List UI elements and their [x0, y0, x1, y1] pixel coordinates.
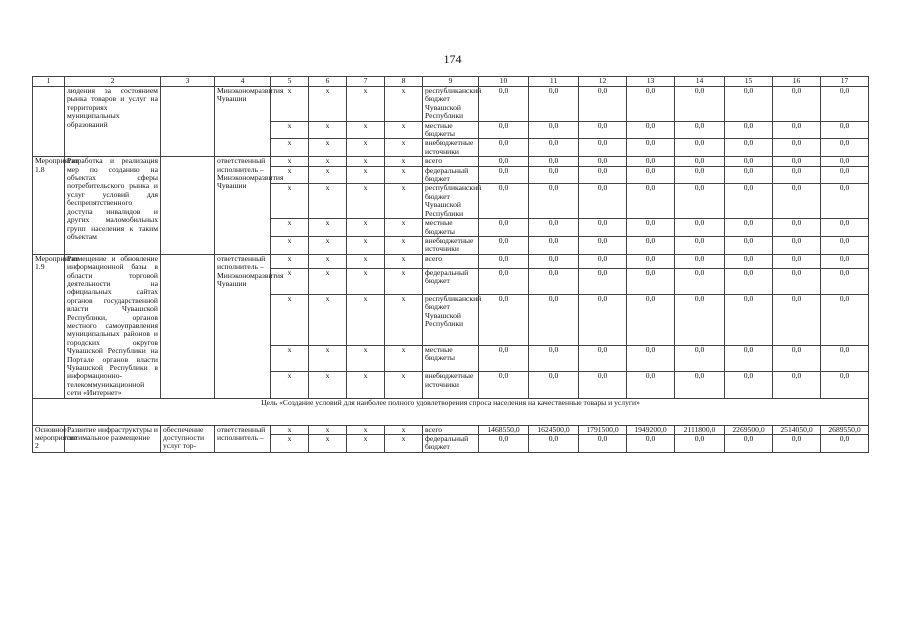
amount-cell: 0,0: [675, 346, 725, 372]
activity-executor: ответственный исполнитель – Минэкономразвития Чувашии: [215, 157, 271, 254]
amount-cell: 0,0: [529, 236, 579, 254]
budget-code-cell: x: [309, 166, 347, 184]
amount-cell: 0,0: [725, 87, 773, 122]
amount-cell: 2111800,0: [675, 425, 725, 434]
budget-code-cell: x: [385, 166, 423, 184]
amount-cell: 0,0: [725, 184, 773, 219]
amount-cell: 0,0: [529, 372, 579, 398]
amount-cell: 0,0: [821, 435, 869, 453]
amount-cell: 0,0: [675, 87, 725, 122]
amount-cell: 0,0: [821, 121, 869, 139]
amount-cell: 0,0: [773, 435, 821, 453]
budget-code-cell: x: [309, 87, 347, 122]
budget-code-cell: x: [385, 294, 423, 345]
budget-code-cell: x: [385, 121, 423, 139]
main-activity-number: Основное мероприятие 2: [33, 425, 65, 452]
budget-code-cell: x: [271, 425, 309, 434]
amount-cell: 0,0: [773, 157, 821, 166]
budget-code-cell: x: [309, 346, 347, 372]
amount-cell: 0,0: [675, 435, 725, 453]
amount-cell: 0,0: [529, 87, 579, 122]
amount-cell: 0,0: [579, 121, 627, 139]
amount-cell: 1624500,0: [529, 425, 579, 434]
amount-cell: 0,0: [479, 139, 529, 157]
amount-cell: 0,0: [579, 157, 627, 166]
budget-code-cell: x: [309, 254, 347, 268]
amount-cell: 0,0: [773, 236, 821, 254]
budget-code-cell: x: [347, 346, 385, 372]
budget-code-cell: x: [309, 294, 347, 345]
budget-code-cell: x: [309, 219, 347, 237]
amount-cell: 0,0: [579, 219, 627, 237]
amount-cell: 0,0: [479, 294, 529, 345]
funding-source: всего: [423, 425, 479, 434]
activity-executor: Минэкономразвития Чувашии: [215, 87, 271, 157]
amount-cell: 0,0: [627, 139, 675, 157]
column-number: 4: [215, 77, 271, 87]
budget-code-cell: x: [347, 87, 385, 122]
amount-cell: 0,0: [725, 236, 773, 254]
budget-code-cell: x: [309, 184, 347, 219]
budget-code-cell: x: [347, 139, 385, 157]
amount-cell: 0,0: [821, 254, 869, 268]
amount-cell: 0,0: [529, 139, 579, 157]
budget-code-cell: x: [271, 268, 309, 294]
column-number: 2: [65, 77, 161, 87]
budget-code-cell: x: [271, 87, 309, 122]
amount-cell: 0,0: [627, 219, 675, 237]
goal-heading: Цель «Создание условий для наиболее полного удовлетворения спроса населения на качественные товары и услуги»: [33, 398, 869, 425]
amount-cell: 0,0: [675, 236, 725, 254]
budget-code-cell: x: [385, 372, 423, 398]
amount-cell: 0,0: [675, 254, 725, 268]
budget-code-cell: x: [309, 157, 347, 166]
budget-code-cell: x: [271, 294, 309, 345]
amount-cell: 0,0: [725, 157, 773, 166]
column-number: 12: [579, 77, 627, 87]
budget-table: [32, 76, 869, 453]
budget-code-cell: x: [385, 87, 423, 122]
budget-code-cell: x: [385, 219, 423, 237]
amount-cell: 0,0: [479, 268, 529, 294]
amount-cell: 0,0: [675, 219, 725, 237]
amount-cell: 0,0: [627, 372, 675, 398]
amount-cell: 0,0: [675, 157, 725, 166]
budget-code-cell: x: [385, 157, 423, 166]
amount-cell: 0,0: [821, 166, 869, 184]
amount-cell: 0,0: [579, 236, 627, 254]
amount-cell: 0,0: [627, 435, 675, 453]
amount-cell: 0,0: [773, 294, 821, 345]
amount-cell: 0,0: [725, 219, 773, 237]
column-number: 14: [675, 77, 725, 87]
amount-cell: 0,0: [725, 254, 773, 268]
amount-cell: 2514050,0: [773, 425, 821, 434]
budget-code-cell: x: [347, 268, 385, 294]
amount-cell: 1949200,0: [627, 425, 675, 434]
budget-code-cell: x: [385, 425, 423, 434]
budget-code-cell: x: [347, 219, 385, 237]
budget-code-cell: x: [271, 346, 309, 372]
activity-description: Размещение и обновление информационной базы в области торговой деятельности на официальных сайтах органов государственной власти Чувашской Республики, органов местного самоуправления муниципальных районов и городских округов Чувашской Республики на Портале органов власти Чувашской Республики в информационно-телекоммуникационной сети «Интернет»: [65, 254, 161, 398]
amount-cell: 0,0: [821, 139, 869, 157]
table-row: [33, 157, 869, 166]
funding-source: внебюджетные источники: [423, 236, 479, 254]
amount-cell: 0,0: [627, 346, 675, 372]
goal-row: [33, 398, 869, 425]
amount-cell: 1791500,0: [579, 425, 627, 434]
budget-code-cell: x: [309, 372, 347, 398]
budget-code-cell: x: [271, 435, 309, 453]
amount-cell: 0,0: [627, 157, 675, 166]
amount-cell: 0,0: [579, 184, 627, 219]
amount-cell: 0,0: [725, 268, 773, 294]
amount-cell: 0,0: [529, 166, 579, 184]
amount-cell: 0,0: [773, 268, 821, 294]
budget-code-cell: x: [309, 236, 347, 254]
main-activity-description: Развитие инфраструктуры и оптимальное размещение: [65, 425, 161, 452]
amount-cell: 0,0: [627, 87, 675, 122]
page-number: 174: [443, 52, 462, 66]
budget-code-cell: x: [271, 184, 309, 219]
budget-code-cell: x: [271, 139, 309, 157]
amount-cell: 0,0: [821, 268, 869, 294]
funding-source: республиканский бюджет Чувашской Республики: [423, 87, 479, 122]
funding-source: республиканский бюджет Чувашской Республики: [423, 294, 479, 345]
column-number: 9: [423, 77, 479, 87]
amount-cell: 0,0: [529, 435, 579, 453]
budget-code-cell: x: [271, 236, 309, 254]
amount-cell: 1468550,0: [479, 425, 529, 434]
budget-code-cell: x: [347, 294, 385, 345]
activity-goal-link: [161, 254, 215, 398]
amount-cell: 0,0: [479, 166, 529, 184]
table-row: [33, 254, 869, 268]
table-row: [33, 87, 869, 122]
amount-cell: 0,0: [725, 121, 773, 139]
budget-code-cell: x: [385, 139, 423, 157]
amount-cell: 0,0: [529, 121, 579, 139]
activity-number: [33, 87, 65, 157]
column-number-row: [33, 77, 869, 87]
amount-cell: 0,0: [529, 346, 579, 372]
funding-source: федеральный бюджет: [423, 166, 479, 184]
column-number: 8: [385, 77, 423, 87]
budget-code-cell: x: [347, 372, 385, 398]
amount-cell: 0,0: [821, 236, 869, 254]
amount-cell: 0,0: [579, 139, 627, 157]
budget-code-cell: x: [347, 435, 385, 453]
amount-cell: 0,0: [479, 236, 529, 254]
column-number: 10: [479, 77, 529, 87]
budget-code-cell: x: [385, 184, 423, 219]
amount-cell: 0,0: [627, 294, 675, 345]
column-number: 11: [529, 77, 579, 87]
amount-cell: 0,0: [579, 294, 627, 345]
amount-cell: 0,0: [821, 87, 869, 122]
amount-cell: 0,0: [675, 372, 725, 398]
funding-source: федеральный бюджет: [423, 268, 479, 294]
column-number: 15: [725, 77, 773, 87]
amount-cell: 0,0: [627, 254, 675, 268]
column-number: 16: [773, 77, 821, 87]
amount-cell: 0,0: [773, 372, 821, 398]
amount-cell: 0,0: [479, 219, 529, 237]
activity-goal-link: [161, 87, 215, 157]
amount-cell: 0,0: [627, 121, 675, 139]
amount-cell: 0,0: [529, 254, 579, 268]
amount-cell: 0,0: [627, 236, 675, 254]
activity-description: людения за состоянием рынка товаров и услуг на территориях муниципальных образований: [65, 87, 161, 157]
budget-code-cell: x: [385, 268, 423, 294]
amount-cell: 0,0: [821, 346, 869, 372]
amount-cell: 0,0: [821, 157, 869, 166]
column-number: 3: [161, 77, 215, 87]
budget-code-cell: x: [271, 121, 309, 139]
amount-cell: 0,0: [479, 157, 529, 166]
amount-cell: 0,0: [579, 346, 627, 372]
budget-code-cell: x: [271, 372, 309, 398]
amount-cell: 2689550,0: [821, 425, 869, 434]
amount-cell: 0,0: [579, 254, 627, 268]
budget-code-cell: x: [309, 435, 347, 453]
budget-code-cell: x: [309, 425, 347, 434]
amount-cell: 0,0: [529, 268, 579, 294]
amount-cell: 0,0: [675, 184, 725, 219]
funding-source: местные бюджеты: [423, 121, 479, 139]
amount-cell: 0,0: [773, 254, 821, 268]
budget-code-cell: x: [385, 236, 423, 254]
funding-source: внебюджетные источники: [423, 372, 479, 398]
budget-code-cell: x: [347, 121, 385, 139]
amount-cell: 0,0: [579, 87, 627, 122]
activity-number: Мероприятие 1.8: [33, 157, 65, 254]
amount-cell: 0,0: [725, 372, 773, 398]
amount-cell: 0,0: [627, 268, 675, 294]
budget-code-cell: x: [347, 254, 385, 268]
amount-cell: 0,0: [773, 121, 821, 139]
budget-code-cell: x: [271, 166, 309, 184]
budget-code-cell: x: [347, 236, 385, 254]
funding-source: внебюджетные источники: [423, 139, 479, 157]
main-activity-goal-link: обеспечение доступности услуг тор-: [161, 425, 215, 452]
amount-cell: 0,0: [675, 268, 725, 294]
amount-cell: 0,0: [579, 268, 627, 294]
amount-cell: 0,0: [725, 346, 773, 372]
amount-cell: 0,0: [725, 166, 773, 184]
funding-source: местные бюджеты: [423, 346, 479, 372]
column-number: 6: [309, 77, 347, 87]
budget-code-cell: x: [271, 254, 309, 268]
budget-code-cell: x: [309, 139, 347, 157]
amount-cell: 0,0: [821, 294, 869, 345]
budget-code-cell: x: [385, 254, 423, 268]
funding-source: местные бюджеты: [423, 219, 479, 237]
budget-code-cell: x: [347, 166, 385, 184]
budget-code-cell: x: [347, 425, 385, 434]
activity-goal-link: [161, 157, 215, 254]
budget-code-cell: x: [385, 435, 423, 453]
amount-cell: 0,0: [821, 219, 869, 237]
amount-cell: 0,0: [773, 139, 821, 157]
amount-cell: 0,0: [675, 139, 725, 157]
amount-cell: 0,0: [479, 121, 529, 139]
budget-code-cell: x: [347, 157, 385, 166]
amount-cell: 0,0: [725, 435, 773, 453]
amount-cell: 0,0: [627, 184, 675, 219]
amount-cell: 0,0: [773, 219, 821, 237]
amount-cell: 0,0: [579, 372, 627, 398]
column-number: 17: [821, 77, 869, 87]
amount-cell: 0,0: [675, 166, 725, 184]
funding-source: республиканский бюджет Чувашской Республики: [423, 184, 479, 219]
amount-cell: 0,0: [773, 184, 821, 219]
budget-code-cell: x: [271, 157, 309, 166]
funding-source: федеральный бюджет: [423, 435, 479, 453]
budget-code-cell: x: [385, 346, 423, 372]
amount-cell: 0,0: [773, 87, 821, 122]
amount-cell: 0,0: [773, 346, 821, 372]
budget-code-cell: x: [271, 219, 309, 237]
main-activity-executor: ответственный исполнитель –: [215, 425, 271, 452]
activity-description: Разработка и реализация мер по созданию на объектах сферы потребительского рынка и услуг условий для беспрепятственного доступа инвалидов и других маломобильных групп населения к таким объектам: [65, 157, 161, 254]
amount-cell: 0,0: [725, 294, 773, 345]
amount-cell: 0,0: [479, 372, 529, 398]
column-number: 13: [627, 77, 675, 87]
amount-cell: 0,0: [479, 87, 529, 122]
amount-cell: 2269500,0: [725, 425, 773, 434]
budget-code-cell: x: [309, 121, 347, 139]
amount-cell: 0,0: [821, 372, 869, 398]
amount-cell: 0,0: [675, 294, 725, 345]
column-number: 7: [347, 77, 385, 87]
budget-code-cell: x: [347, 184, 385, 219]
amount-cell: 0,0: [479, 346, 529, 372]
column-number: 1: [33, 77, 65, 87]
amount-cell: 0,0: [529, 157, 579, 166]
amount-cell: 0,0: [773, 166, 821, 184]
activity-executor: ответственный исполнитель – Минэкономразвития Чувашии: [215, 254, 271, 398]
amount-cell: 0,0: [479, 435, 529, 453]
amount-cell: 0,0: [579, 166, 627, 184]
amount-cell: 0,0: [479, 184, 529, 219]
column-number: 5: [271, 77, 309, 87]
amount-cell: 0,0: [529, 294, 579, 345]
amount-cell: 0,0: [821, 184, 869, 219]
amount-cell: 0,0: [529, 219, 579, 237]
amount-cell: 0,0: [479, 254, 529, 268]
amount-cell: 0,0: [529, 184, 579, 219]
amount-cell: 0,0: [627, 166, 675, 184]
activity-number: Мероприятие 1.9: [33, 254, 65, 398]
amount-cell: 0,0: [579, 435, 627, 453]
funding-source: всего: [423, 157, 479, 166]
funding-source: всего: [423, 254, 479, 268]
budget-code-cell: x: [309, 268, 347, 294]
amount-cell: 0,0: [725, 139, 773, 157]
amount-cell: 0,0: [675, 121, 725, 139]
